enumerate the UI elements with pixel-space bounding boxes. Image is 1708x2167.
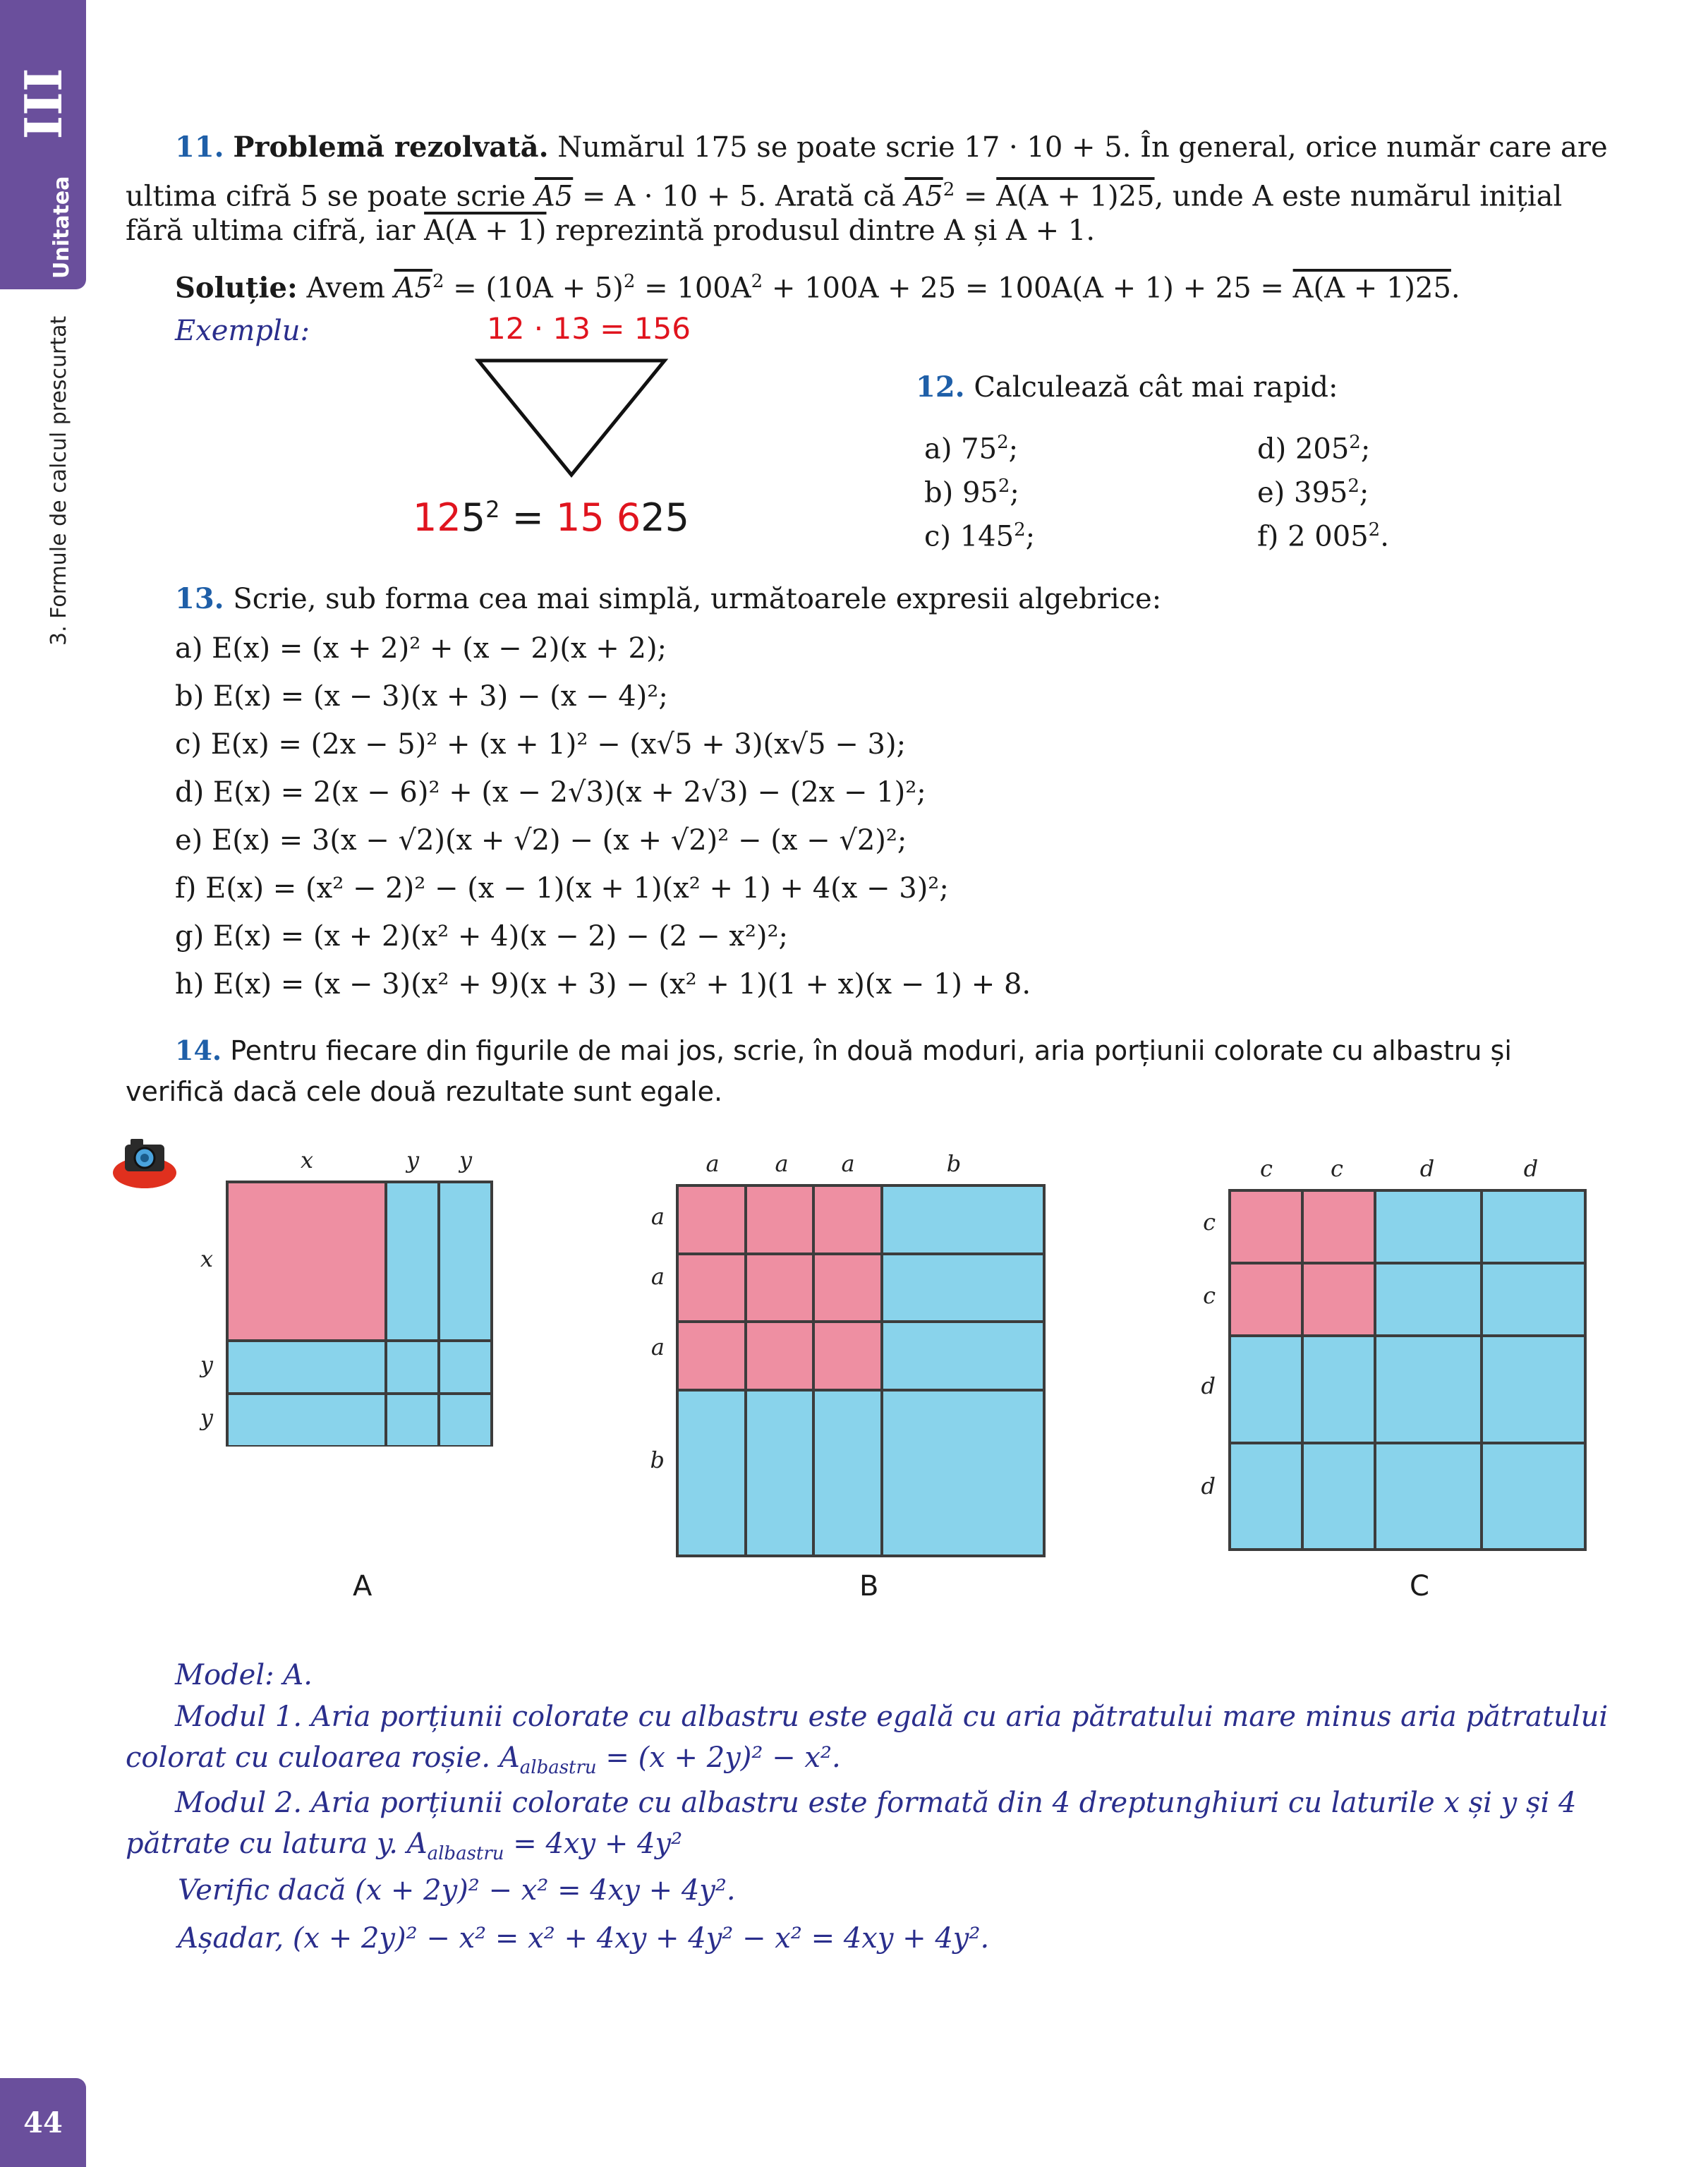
example-label: Exemplu: bbox=[175, 315, 310, 347]
p14-number: 14. bbox=[175, 1034, 222, 1066]
fig-b-top-b: b bbox=[946, 1150, 962, 1177]
m1-eq: = (x + 2y)² − x². bbox=[596, 1742, 841, 1774]
fig-b-side-a2: a bbox=[650, 1263, 665, 1290]
fig-a-side-x: x bbox=[200, 1245, 213, 1272]
p12-number: 12. bbox=[916, 370, 965, 404]
p13-item-g: g) E(x) = (x + 2)(x² + 4)(x − 2) − (2 − x²)²; bbox=[175, 920, 789, 953]
unit-label: Unitatea bbox=[49, 176, 74, 279]
model-title: Model: A. bbox=[175, 1659, 313, 1691]
p11-text-2b: = A · 10 + 5. Arată că bbox=[573, 180, 905, 213]
m2-sub: albastru bbox=[427, 1843, 504, 1864]
solution-end: . bbox=[1450, 272, 1460, 305]
p11-text-2c: = bbox=[955, 180, 997, 213]
fig-c-side-c2: c bbox=[1203, 1282, 1216, 1309]
p11-overline-a5-2: A5 bbox=[904, 180, 943, 213]
solution-sup-2: 2 bbox=[623, 271, 636, 292]
fig-c-side-d2: d bbox=[1201, 1473, 1216, 1499]
fig-c-side-d1: d bbox=[1201, 1372, 1216, 1399]
unit-number: III bbox=[13, 68, 73, 140]
triangle-shape bbox=[478, 361, 665, 475]
fig-a-top-x: x bbox=[300, 1147, 314, 1173]
solution-sup-1: 2 bbox=[432, 271, 444, 292]
p11-line3 bbox=[126, 210, 1095, 251]
example-top: 12 · 13 = 156 bbox=[487, 311, 691, 346]
figure-b bbox=[635, 1136, 1058, 1559]
p13-item-h: h) E(x) = (x − 3)(x² + 9)(x + 3) − (x² + 1)(1 + x)(x − 1) + 8. bbox=[175, 968, 1031, 1001]
solution-text-b: = (10A + 5) bbox=[444, 272, 624, 305]
fig-a-side-y2: y bbox=[200, 1404, 213, 1431]
p11-overline-aa1: A(A + 1) bbox=[424, 215, 547, 247]
camera-icon bbox=[109, 1129, 180, 1193]
fig-b-side-a1: a bbox=[650, 1203, 665, 1230]
p12-item-f: f) 2 $005^2$. bbox=[1257, 519, 1389, 553]
fig-b-side-a3: a bbox=[650, 1334, 665, 1360]
solution-sup-3: 2 bbox=[751, 271, 763, 292]
fig-b-top-a2: a bbox=[775, 1150, 789, 1177]
p11-title: Problemă rezolvată. bbox=[233, 131, 549, 164]
p12-text: Calculează cât mai rapid: bbox=[974, 371, 1338, 404]
fig-c-side-c1: c bbox=[1203, 1209, 1216, 1236]
m1-text: colorat cu culoarea roșie. A bbox=[126, 1742, 520, 1774]
example-red-2: 15 6 bbox=[556, 495, 641, 540]
p14-line2: verifică dacă cele două rezultate sunt egale. bbox=[126, 1076, 723, 1107]
p11-sup: 2 bbox=[943, 179, 955, 200]
unit-number-box bbox=[13, 67, 73, 145]
model-m1-line2 bbox=[126, 1737, 841, 1788]
p13-item-d: d) E(x) = 2(x − 6)² + (x − 2√3)(x + 2√3) − (2x − 1)²; bbox=[175, 776, 926, 809]
p12-item-e: e) $395^2$; bbox=[1257, 476, 1369, 509]
model-conclusion: Așadar, (x + 2y)² − x² = x² + 4xy + 4y² − x² = 4xy + 4y². bbox=[178, 1922, 990, 1955]
solution-label: Soluție: bbox=[175, 271, 298, 305]
p14-text-1: Pentru fiecare din figurile de mai jos, scrie, în două moduri, aria porțiunii colorate cu albastru și bbox=[230, 1035, 1512, 1066]
p13-header bbox=[175, 579, 1161, 620]
solution-overline-a5: A5 bbox=[394, 272, 432, 305]
p13-item-b: b) E(x) = (x − 3)(x + 3) − (x − 4)²; bbox=[175, 680, 668, 713]
solution-overline-result: A(A + 1)25 bbox=[1292, 272, 1451, 305]
example-bottom bbox=[413, 487, 689, 541]
fig-c-top-c1: c bbox=[1260, 1155, 1273, 1182]
example-eq: = bbox=[499, 495, 557, 540]
p13-item-e: e) E(x) = 3(x − √2)(x + √2) − (x + √2)² − (x − √2)²; bbox=[175, 824, 907, 857]
p11-text-2d: , unde A este numărul inițial bbox=[1154, 180, 1563, 213]
p13-text: Scrie, sub forma cea mai simplă, următoarele expresii algebrice: bbox=[233, 583, 1162, 615]
p12-item-c: c) $145^2$; bbox=[924, 519, 1036, 553]
fig-a-title: A bbox=[353, 1570, 373, 1602]
fig-c-title: C bbox=[1410, 1570, 1429, 1602]
example-black-2: 25 bbox=[641, 495, 689, 540]
solution-text-c: = 100A bbox=[635, 272, 751, 305]
fig-b-side-b: b bbox=[650, 1447, 665, 1473]
solution-text-a: Avem bbox=[297, 272, 394, 305]
example-red-1: 12 bbox=[413, 495, 461, 540]
fig-b-top-a3: a bbox=[841, 1150, 855, 1177]
p13-item-f: f) E(x) = (x² − 2)² − (x − 1)(x + 1)(x² + 1) + 4(x − 3)²; bbox=[175, 872, 949, 905]
p11-overline-a5: A5 bbox=[534, 180, 574, 213]
chapter-label: 3. Formule de calcul prescurtat bbox=[47, 315, 71, 646]
p12-item-b: b) $95^2$; bbox=[924, 476, 1019, 509]
fig-c-top-c2: c bbox=[1331, 1155, 1343, 1182]
p11-text-2a: ultima cifră 5 se poate scrie bbox=[126, 180, 535, 213]
p11-text-1: Numărul 175 se poate scrie 17 · 10 + 5. În general, orice număr care are bbox=[557, 131, 1608, 164]
example-black-1: 5 bbox=[461, 495, 486, 540]
p12-item-d: d) $205^2$; bbox=[1257, 432, 1371, 466]
m2-text: pătrate cu latura y. A bbox=[126, 1828, 428, 1860]
p13-item-c: c) E(x) = (2x − 5)² + (x + 1)² − (x√5 + 3)(x√5 − 3); bbox=[175, 728, 907, 761]
p11-number: 11. bbox=[175, 131, 224, 164]
model-m2-line1: Modul 2. Aria porțiunii colorate cu albastru este formată din 4 dreptunghiuri cu laturile x și y și 4 bbox=[175, 1787, 1577, 1819]
figure-a bbox=[183, 1136, 508, 1447]
p12-header bbox=[916, 367, 1338, 408]
p11-text-3b: reprezintă produsul dintre A și A + 1. bbox=[546, 215, 1096, 247]
example-triangle bbox=[473, 356, 670, 480]
fig-b-title: B bbox=[859, 1570, 879, 1602]
solution-text-d: + 100A + 25 = 100A(A + 1) + 25 = bbox=[763, 272, 1293, 305]
fig-a-side-y1: y bbox=[200, 1351, 213, 1378]
p13-number: 13. bbox=[175, 582, 224, 615]
m2-eq: = 4xy + 4y² bbox=[504, 1828, 683, 1860]
p11-line1 bbox=[175, 127, 1608, 168]
fig-a-top-y2: y bbox=[459, 1147, 473, 1173]
page-number: 44 bbox=[0, 2078, 86, 2167]
fig-c-top-d1: d bbox=[1419, 1155, 1435, 1182]
model-verify: Verific dacă (x + 2y)² − x² = 4xy + 4y². bbox=[178, 1874, 736, 1907]
p12-item-a: a) $75^2$; bbox=[924, 432, 1019, 466]
figure-c bbox=[1185, 1136, 1594, 1559]
p13-item-a: a) E(x) = (x + 2)² + (x − 2)(x + 2); bbox=[175, 632, 667, 665]
p11-overline-aa1-25: A(A + 1)25 bbox=[996, 180, 1155, 213]
fig-a-top-y1: y bbox=[406, 1147, 420, 1173]
example-sup: 2 bbox=[485, 496, 500, 523]
model-m2-line2 bbox=[126, 1823, 682, 1874]
p11-text-3a: fără ultima cifră, iar bbox=[126, 215, 425, 247]
m1-sub: albastru bbox=[519, 1757, 597, 1778]
fig-c-top-d2: d bbox=[1523, 1155, 1539, 1182]
model-m1-line1: Modul 1. Aria porțiunii colorate cu albastru este egală cu aria pătratului mare minus aria pătratului bbox=[175, 1701, 1609, 1733]
p14-line1 bbox=[175, 1030, 1512, 1071]
p11-solution bbox=[175, 261, 1460, 308]
fig-b-top-a1: a bbox=[705, 1150, 720, 1177]
